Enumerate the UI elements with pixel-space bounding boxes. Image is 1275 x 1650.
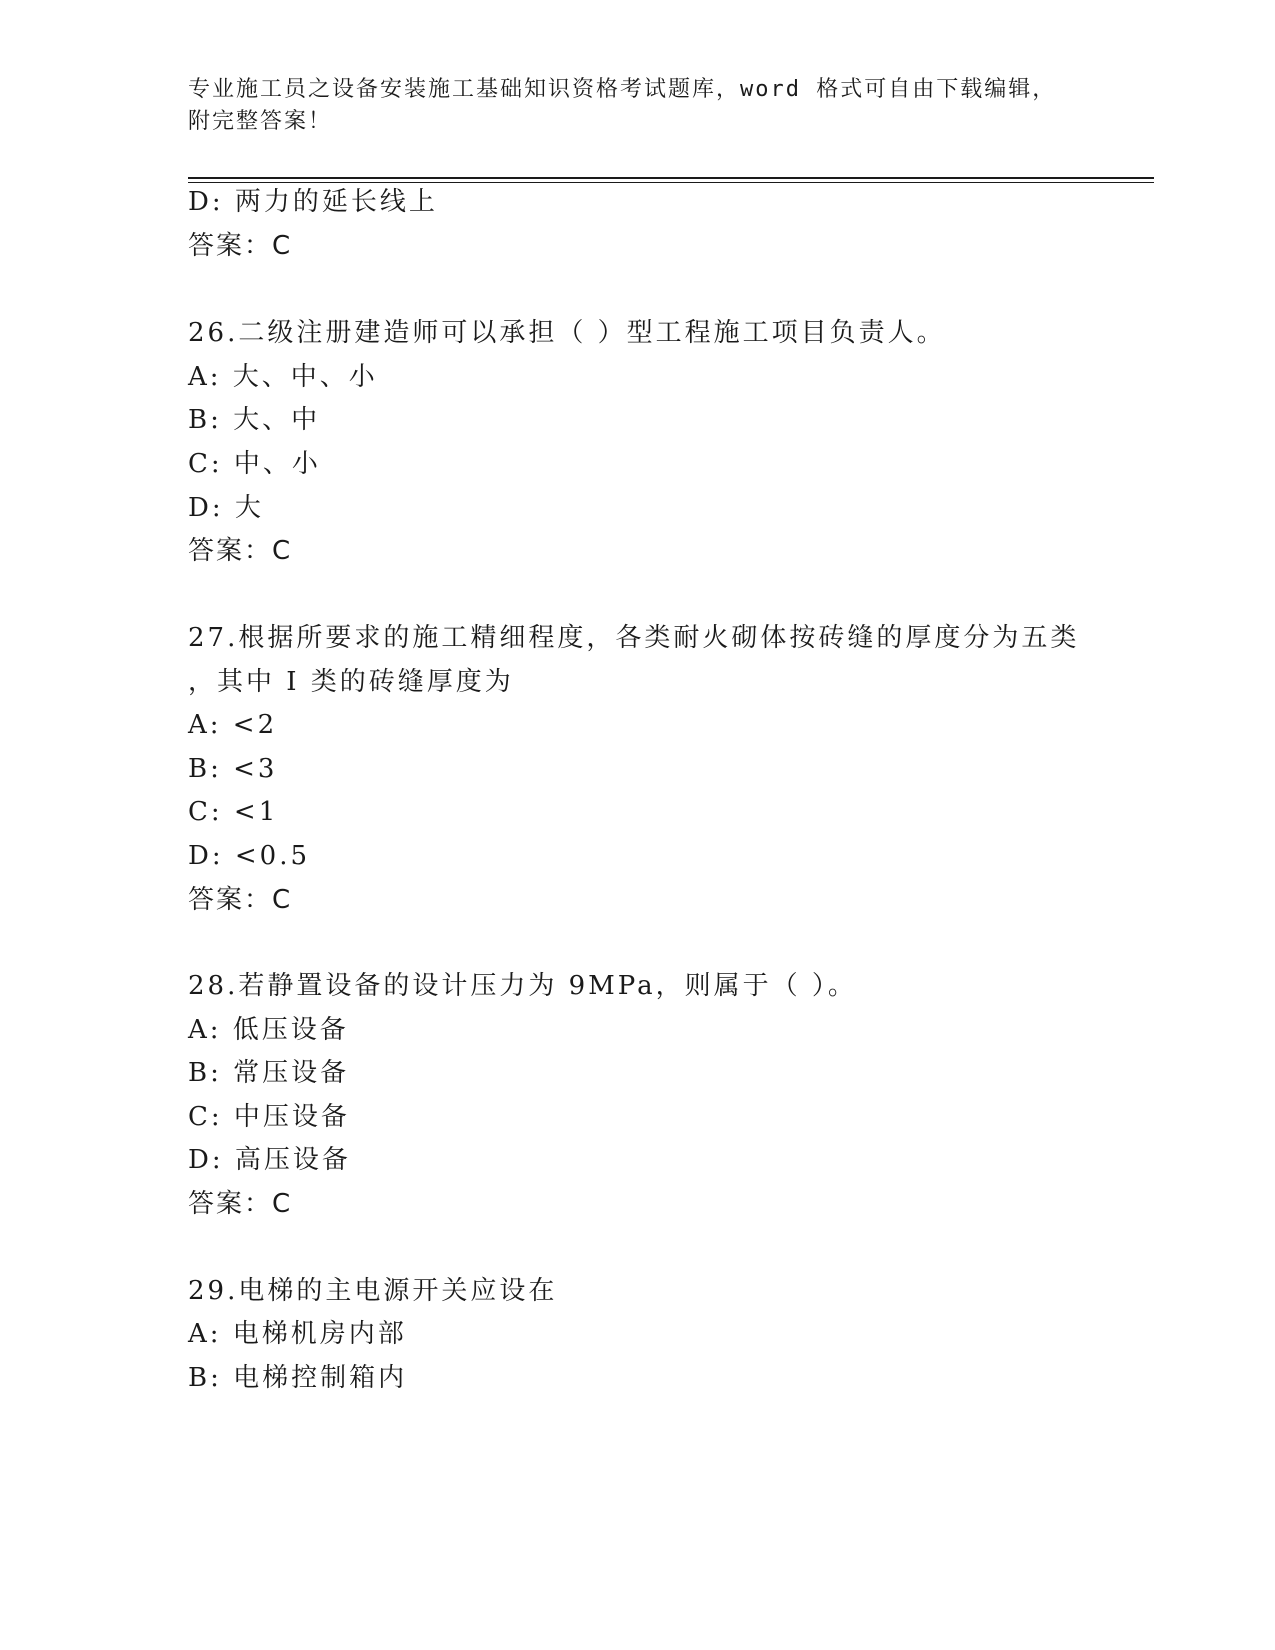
q26-option-b: B: 大、中: [188, 405, 321, 435]
q29-stem: 29.电梯的主电源开关应设在: [188, 1276, 558, 1306]
prev-question-answer: 答案：C: [188, 231, 293, 261]
q27-option-d: D: <0.5: [188, 841, 311, 871]
q28-option-b: B: 常压设备: [188, 1058, 350, 1088]
q27-stem-line-1: 27.根据所要求的施工精细程度，各类耐火砌体按砖缝的厚度分为五类: [188, 623, 1080, 653]
q29-option-a: A: 电梯机房内部: [188, 1319, 407, 1349]
q27-stem-line-2: ，其中 I 类的砖缝厚度为: [188, 667, 514, 697]
prev-question-option-d: D: 两力的延长线上: [188, 187, 438, 217]
q28-option-c: C: 中压设备: [188, 1102, 350, 1132]
q27-answer: 答案：C: [188, 885, 293, 915]
q27-option-a: A: <2: [188, 710, 278, 740]
header-divider-thick: [188, 177, 1154, 179]
document-header: [188, 74, 1068, 138]
q28-stem: 28.若静置设备的设计压力为 9MPa，则属于（ ）。: [188, 971, 857, 1001]
q28-answer: 答案：C: [188, 1189, 293, 1219]
q28-option-d: D: 高压设备: [188, 1145, 351, 1175]
q26-option-d: D: 大: [188, 493, 264, 523]
q27-option-c: C: <1: [188, 797, 279, 827]
q27-option-b: B: <3: [188, 754, 278, 784]
header-title-line-2: 附完整答案！: [188, 109, 333, 134]
header-title-line-1: 专业施工员之设备安装施工基础知识资格考试题库，word 格式可自由下载编辑，: [188, 77, 1057, 102]
header-divider-thin: [188, 182, 1154, 183]
q28-option-a: A: 低压设备: [188, 1015, 349, 1045]
q26-option-a: A: 大、中、小: [188, 362, 378, 392]
q29-option-b: B: 电梯控制箱内: [188, 1363, 408, 1393]
q26-answer: 答案：C: [188, 536, 293, 566]
q26-option-c: C: 中、小: [188, 449, 321, 479]
q26-stem: 26.二级注册建造师可以承担（ ）型工程施工项目负责人。: [188, 318, 946, 348]
